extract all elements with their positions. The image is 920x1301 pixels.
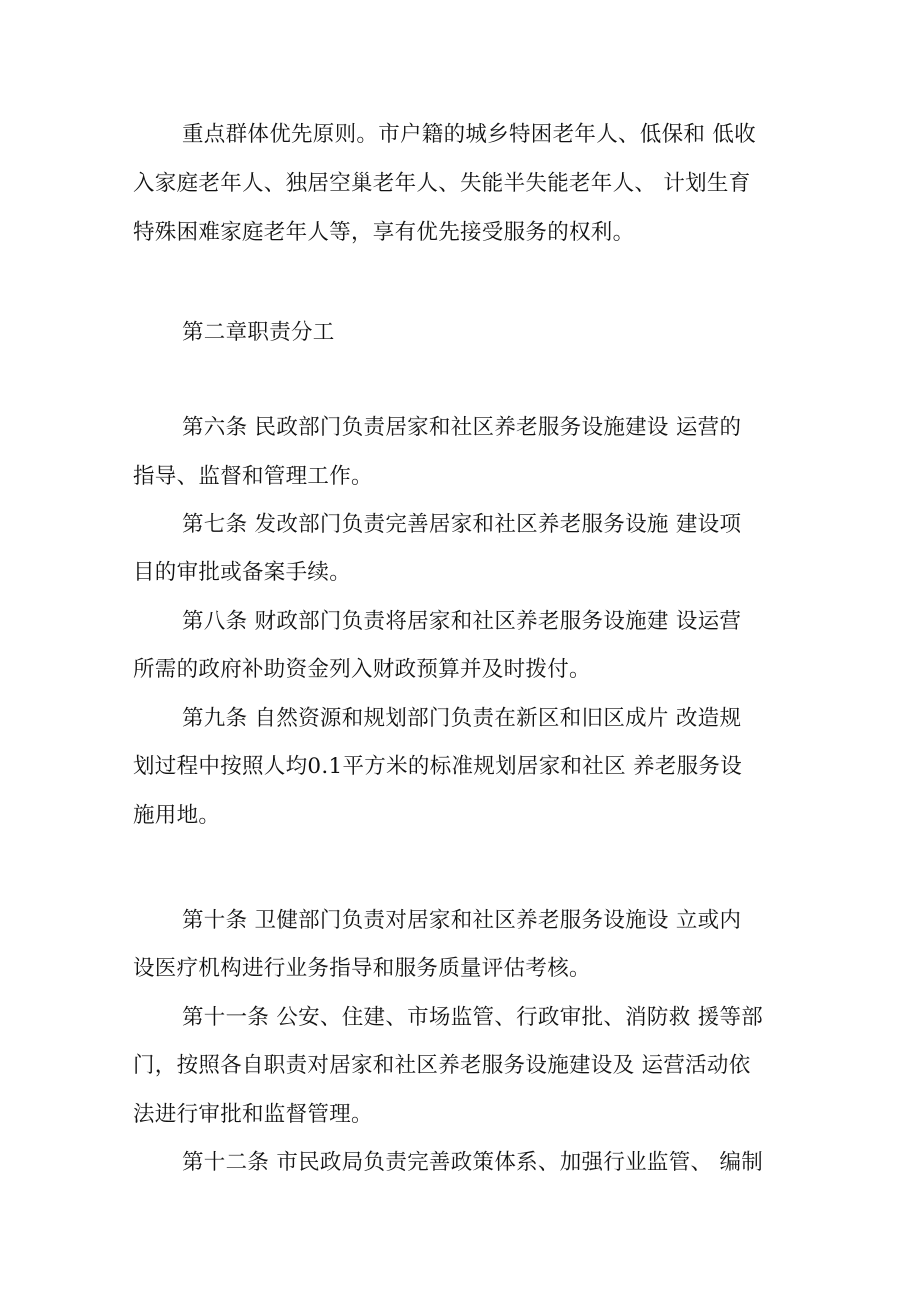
article-8-line: 所需的政府补助资金列入财政预算并及时拨付。 bbox=[133, 657, 591, 682]
article-12-line: 第十二条 市民政局负责完善政策体系、加强行业监管、 编制 bbox=[182, 1150, 764, 1175]
article-8-line: 第八条 财政部门负责将居家和社区养老服务设施建 设运营 bbox=[182, 609, 742, 634]
paragraph-line: 特殊困难家庭老年人等，享有优先接受服务的权利。 bbox=[133, 220, 635, 245]
article-9-line: 施用地。 bbox=[133, 803, 221, 828]
article-11-line: 法进行审批和监督管理。 bbox=[133, 1102, 373, 1127]
article-9-line: 划过程中按照人均0.1平方米的标准规划居家和社区 养老服务设 bbox=[133, 754, 743, 779]
article-10-line: 第十条 卫健部门负责对居家和社区养老服务设施设 立或内 bbox=[182, 908, 742, 933]
article-7-line: 目的审批或备案手续。 bbox=[133, 560, 352, 585]
article-7-line: 第七条 发改部门负责完善居家和社区养老服务设施 建设项 bbox=[182, 512, 742, 537]
paragraph-line: 入家庭老年人、独居空巢老年人、失能半失能老年人、 计划生育 bbox=[133, 171, 751, 196]
article-6-line: 第六条 民政部门负责居家和社区养老服务设施建设 运营的 bbox=[182, 415, 742, 440]
chapter-heading: 第二章职责分工 bbox=[182, 320, 335, 345]
paragraph-line: 重点群体优先原则。市户籍的城乡特困老年人、低保和 低收 bbox=[182, 122, 756, 147]
article-11-line: 第十一条 公安、住建、市场监管、行政审批、消防救 援等部 bbox=[182, 1005, 764, 1030]
article-6-line: 指导、监督和管理工作。 bbox=[133, 464, 373, 489]
article-10-line: 设医疗机构进行业务指导和服务质量评估考核。 bbox=[133, 956, 591, 981]
article-9-line: 第九条 自然资源和规划部门负责在新区和旧区成片 改造规 bbox=[182, 706, 742, 731]
article-11-line: 门，按照各自职责对居家和社区养老服务设施建设及 运营活动依 bbox=[133, 1053, 751, 1078]
